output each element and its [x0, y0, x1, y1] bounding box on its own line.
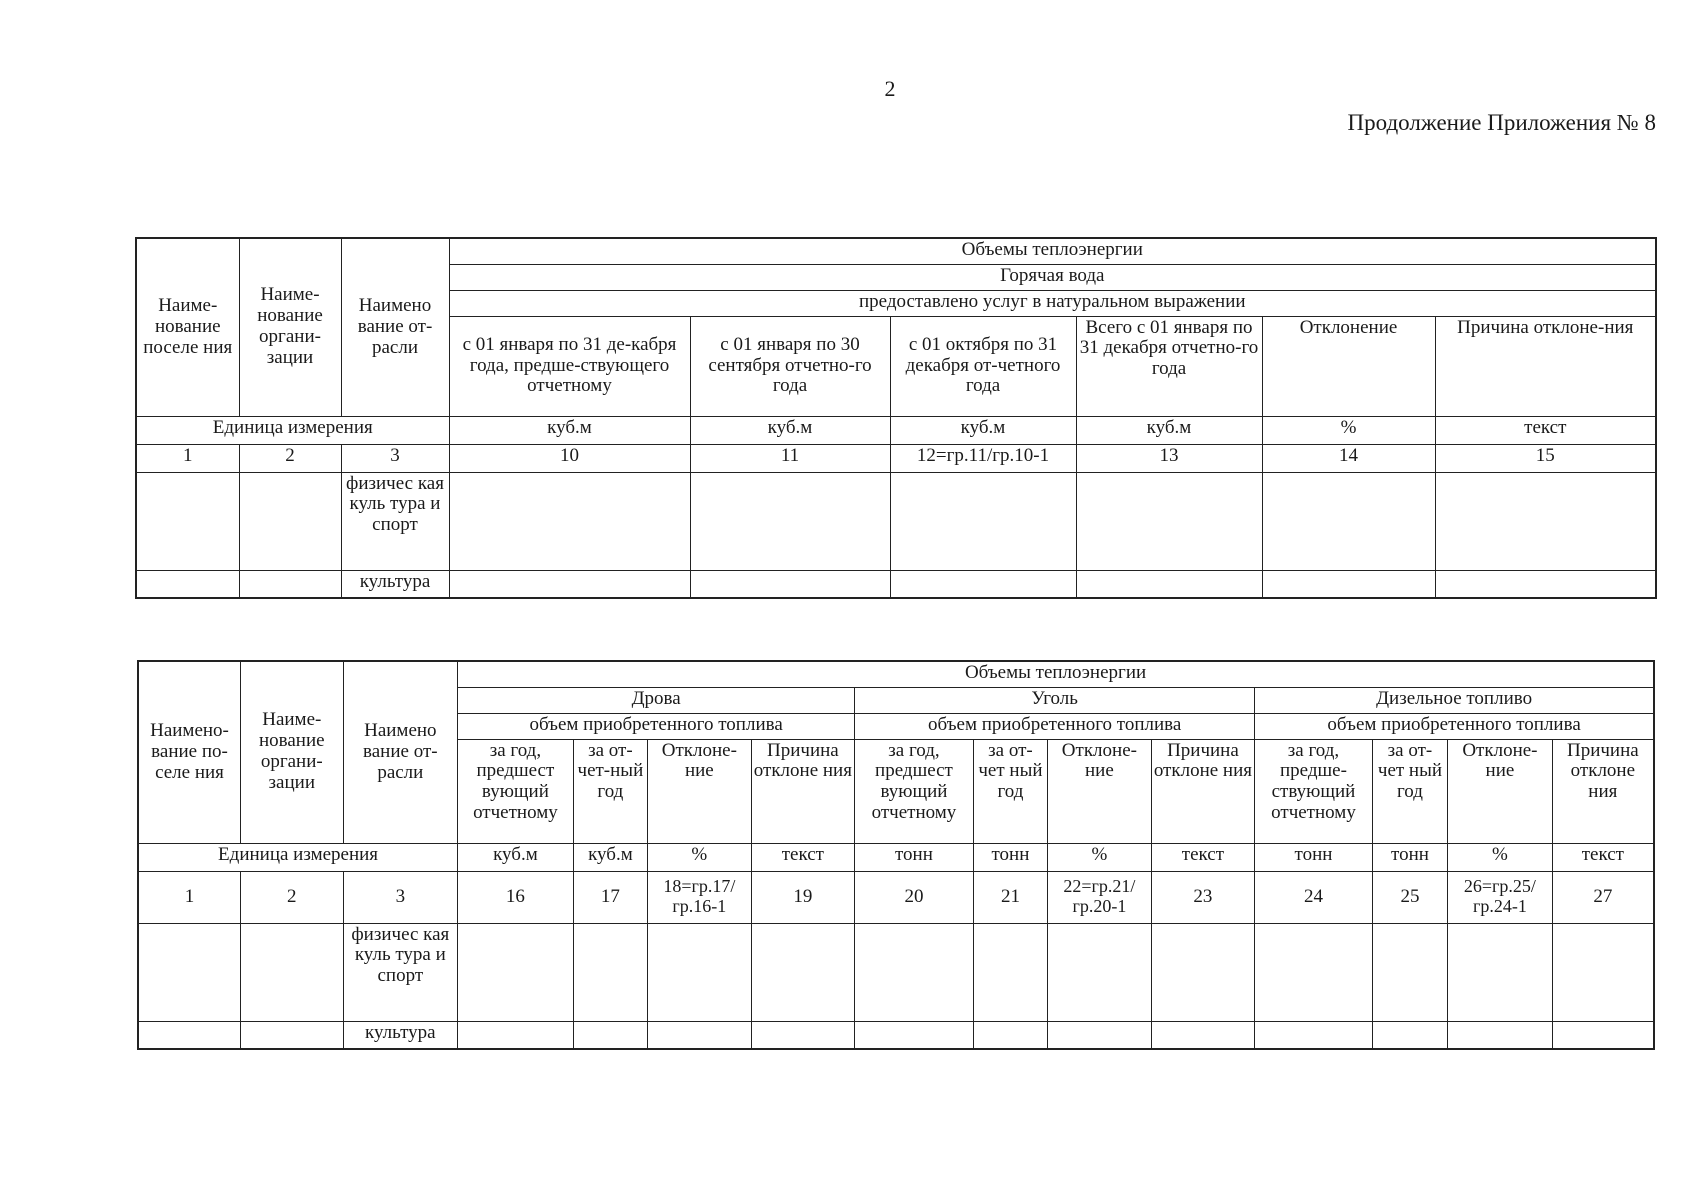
number-cell: 20	[855, 871, 974, 923]
number-cell: 1	[138, 871, 241, 923]
empty-cell	[458, 923, 574, 1021]
empty-cell	[1048, 923, 1152, 1021]
unit-cell: тонн	[855, 843, 974, 871]
empty-cell	[1262, 570, 1435, 598]
hot-water-header: Горячая вода	[449, 264, 1656, 290]
formula-cell: 18=гр.17/ гр.16-1	[648, 871, 752, 923]
empty-cell	[648, 923, 752, 1021]
fuel-table	[137, 660, 1655, 1050]
coal-reason-header: Причина отклоне ния	[1151, 739, 1255, 843]
empty-cell	[648, 1021, 752, 1049]
empty-cell	[690, 570, 890, 598]
empty-cell	[136, 472, 239, 570]
col-org-header: Наиме-нование органи-зации	[239, 238, 341, 416]
empty-cell	[458, 1021, 574, 1049]
empty-cell	[1151, 1021, 1255, 1049]
col-settlement-header: Наимено-вание по-селе ния	[138, 661, 241, 843]
wood-prev-year-header: за год, предшест вующий отчетному	[458, 739, 574, 843]
wood-header: Дрова	[458, 687, 855, 713]
empty-cell	[1048, 1021, 1152, 1049]
empty-cell	[241, 1021, 344, 1049]
unit-cell: %	[1262, 416, 1435, 444]
number-cell: 17	[573, 871, 647, 923]
unit-cell: тонн	[973, 843, 1047, 871]
unit-label: Единица измерения	[136, 416, 449, 444]
empty-cell	[573, 923, 647, 1021]
unit-cell: текст	[1552, 843, 1654, 871]
diesel-reason-header: Причина отклоне ния	[1552, 739, 1654, 843]
number-cell: 3	[343, 871, 458, 923]
number-cell: 11	[690, 444, 890, 472]
diesel-header: Дизельное топливо	[1255, 687, 1654, 713]
diesel-prev-year-header: за год, предше-ствующий отчетному	[1255, 739, 1373, 843]
unit-cell: куб.м	[449, 416, 690, 444]
empty-cell	[136, 570, 239, 598]
col-12-header: с 01 октября по 31 декабря от-четного года	[890, 316, 1076, 416]
number-cell: 16	[458, 871, 574, 923]
diesel-deviation-header: Отклоне-ние	[1448, 739, 1553, 843]
wood-purchased-header: объем приобретенного топлива	[458, 713, 855, 739]
col-10-header: с 01 января по 31 де-кабря года, предше-ствующего отчетному	[449, 316, 690, 416]
wood-reason-header: Причина отклоне ния	[751, 739, 855, 843]
unit-cell: %	[1448, 843, 1553, 871]
appendix-title: Продолжение Приложения № 8	[1347, 110, 1656, 135]
diesel-purchased-header: объем приобретенного топлива	[1255, 713, 1654, 739]
empty-cell	[241, 923, 344, 1021]
unit-cell: тонн	[1255, 843, 1373, 871]
unit-cell: куб.м	[458, 843, 574, 871]
empty-cell	[890, 472, 1076, 570]
empty-cell	[1076, 472, 1262, 570]
col-11-header: с 01 января по 30 сентября отчетно-го года	[690, 316, 890, 416]
unit-cell: куб.м	[573, 843, 647, 871]
coal-report-year-header: за от-чет ный год	[973, 739, 1047, 843]
empty-cell	[1255, 923, 1373, 1021]
empty-cell	[239, 570, 341, 598]
row-sport-label: физичес кая куль тура и спорт	[341, 472, 449, 570]
number-cell: 12=гр.11/гр.10-1	[890, 444, 1076, 472]
empty-cell	[1448, 923, 1553, 1021]
volumes-header: Объемы теплоэнергии	[449, 238, 1656, 264]
number-cell: 23	[1151, 871, 1255, 923]
empty-cell	[1372, 1021, 1447, 1049]
number-cell: 3	[341, 444, 449, 472]
col-13-header: Всего с 01 января по 31 декабря отчетно-го года	[1076, 316, 1262, 416]
empty-cell	[890, 570, 1076, 598]
number-cell: 15	[1435, 444, 1656, 472]
number-cell: 2	[239, 444, 341, 472]
empty-cell	[690, 472, 890, 570]
coal-prev-year-header: за год, предшест вующий отчетному	[855, 739, 974, 843]
empty-cell	[1552, 923, 1654, 1021]
formula-cell: 22=гр.21/ гр.20-1	[1048, 871, 1152, 923]
coal-deviation-header: Отклоне-ние	[1048, 739, 1152, 843]
empty-cell	[1552, 1021, 1654, 1049]
coal-purchased-header: объем приобретенного топлива	[855, 713, 1255, 739]
empty-cell	[1151, 923, 1255, 1021]
unit-cell: %	[1048, 843, 1152, 871]
volumes-header: Объемы теплоэнергии	[458, 661, 1654, 687]
number-cell: 13	[1076, 444, 1262, 472]
col-branch-header: Наимено вание от-расли	[343, 661, 458, 843]
unit-cell: куб.м	[690, 416, 890, 444]
number-cell: 1	[136, 444, 239, 472]
empty-cell	[855, 1021, 974, 1049]
col-settlement-header: Наиме-нование поселе ния	[136, 238, 239, 416]
empty-cell	[1435, 472, 1656, 570]
number-cell: 25	[1372, 871, 1447, 923]
unit-cell: куб.м	[890, 416, 1076, 444]
empty-cell	[138, 1021, 241, 1049]
formula-cell: 26=гр.25/ гр.24-1	[1448, 871, 1553, 923]
row-culture-label: культура	[341, 570, 449, 598]
wood-report-year-header: за от-чет-ный год	[573, 739, 647, 843]
number-cell: 21	[973, 871, 1047, 923]
col-branch-header: Наимено вание от-расли	[341, 238, 449, 416]
unit-cell: куб.м	[1076, 416, 1262, 444]
empty-cell	[1255, 1021, 1373, 1049]
row-culture-label: культура	[343, 1021, 458, 1049]
empty-cell	[138, 923, 241, 1021]
number-cell: 10	[449, 444, 690, 472]
number-cell: 2	[241, 871, 344, 923]
empty-cell	[973, 923, 1047, 1021]
wood-deviation-header: Отклоне-ние	[648, 739, 752, 843]
unit-cell: текст	[1151, 843, 1255, 871]
unit-cell: текст	[1435, 416, 1656, 444]
unit-cell: текст	[751, 843, 855, 871]
number-cell: 27	[1552, 871, 1654, 923]
col-14-header: Отклонение	[1262, 316, 1435, 416]
empty-cell	[751, 1021, 855, 1049]
unit-cell: %	[648, 843, 752, 871]
diesel-report-year-header: за от-чет ный год	[1372, 739, 1447, 843]
empty-cell	[751, 923, 855, 1021]
empty-cell	[1448, 1021, 1553, 1049]
hot-water-table	[135, 237, 1657, 599]
unit-cell: тонн	[1372, 843, 1447, 871]
empty-cell	[1076, 570, 1262, 598]
number-cell: 24	[1255, 871, 1373, 923]
col-org-header: Наиме-нование органи-зации	[241, 661, 344, 843]
col-15-header: Причина отклоне-ния	[1435, 316, 1656, 416]
empty-cell	[573, 1021, 647, 1049]
empty-cell	[449, 472, 690, 570]
empty-cell	[449, 570, 690, 598]
provided-header: предоставлено услуг в натуральном выражении	[449, 290, 1656, 316]
number-cell: 19	[751, 871, 855, 923]
empty-cell	[973, 1021, 1047, 1049]
empty-cell	[239, 472, 341, 570]
empty-cell	[1262, 472, 1435, 570]
row-sport-label: физичес кая куль тура и спорт	[343, 923, 458, 1021]
page-number: 2	[884, 76, 896, 101]
coal-header: Уголь	[855, 687, 1255, 713]
empty-cell	[1435, 570, 1656, 598]
empty-cell	[1372, 923, 1447, 1021]
unit-label: Единица измерения	[138, 843, 458, 871]
empty-cell	[855, 923, 974, 1021]
number-cell: 14	[1262, 444, 1435, 472]
